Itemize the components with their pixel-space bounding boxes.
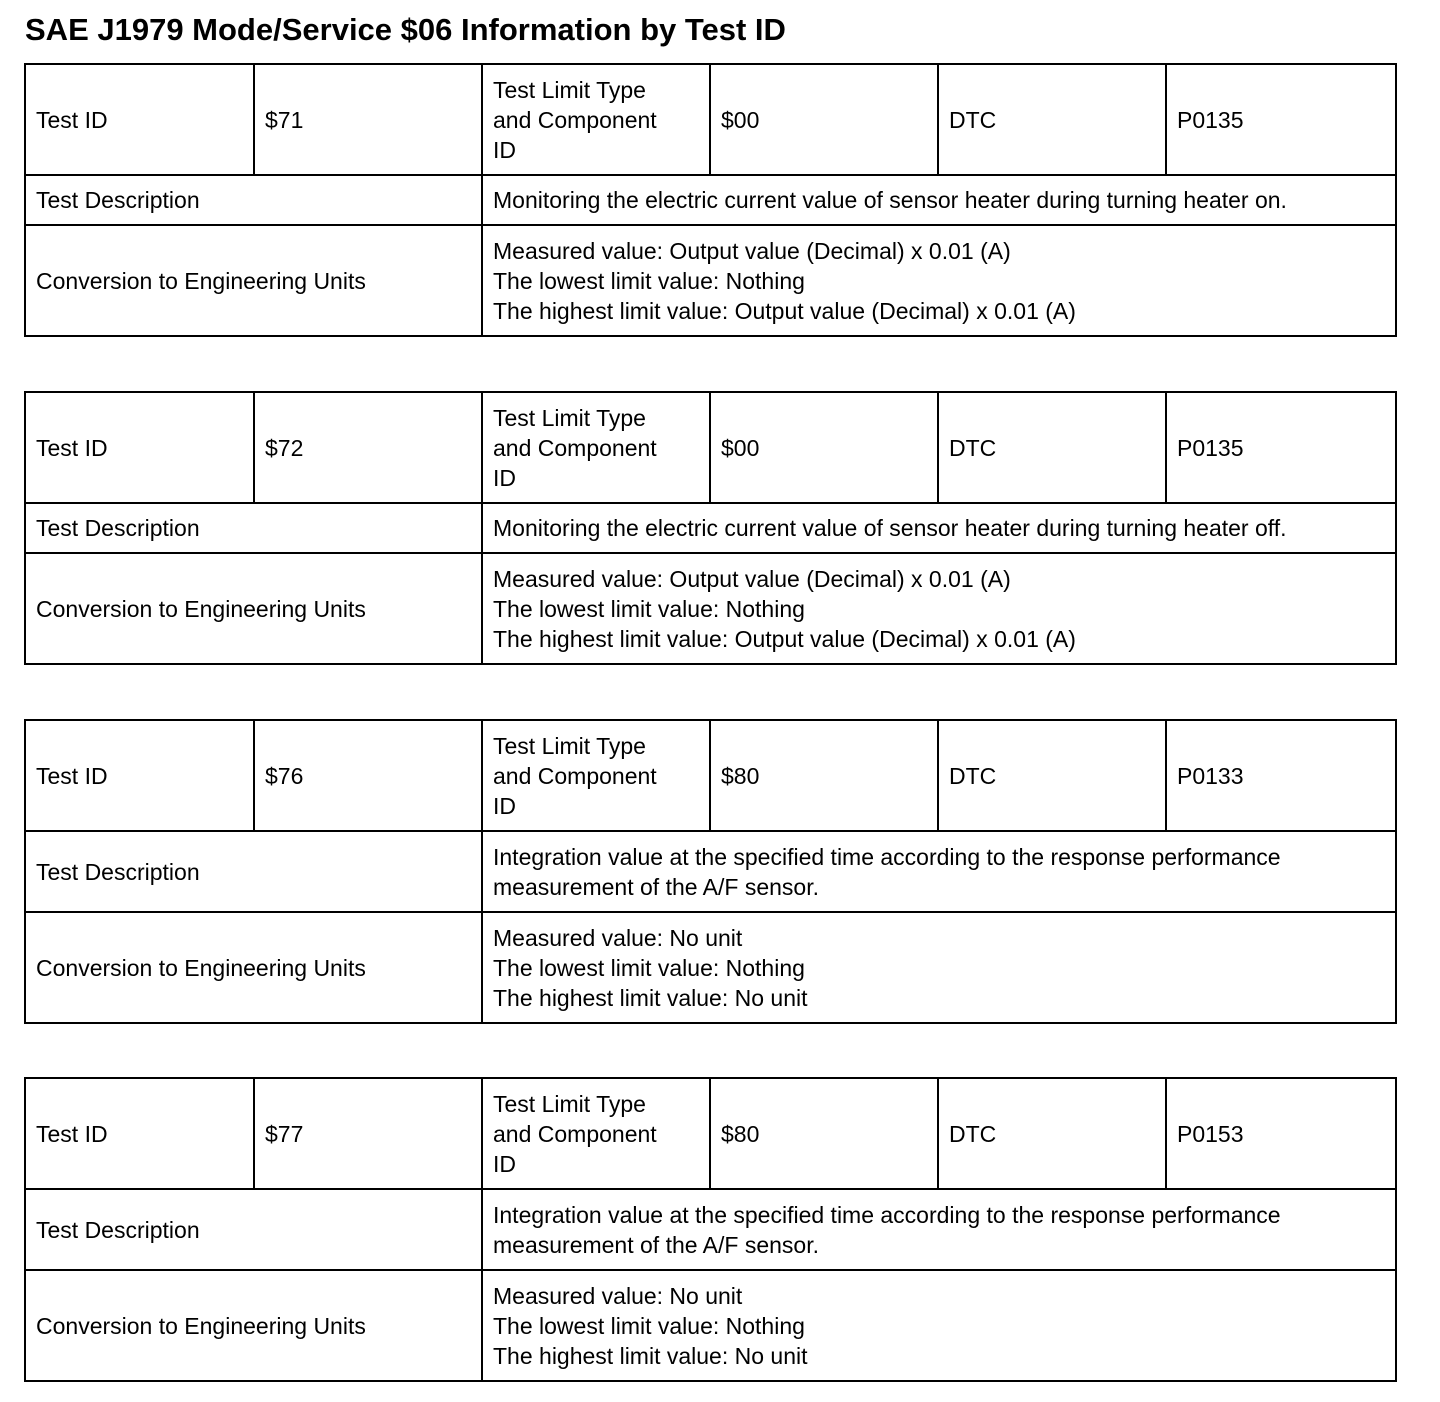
limit-type-value: $00 (710, 392, 938, 503)
highest-limit-line: The highest limit value: Output value (Decimal) x 0.01 (A) (493, 297, 1076, 324)
description-row (25, 1189, 1396, 1270)
conversion-value (482, 225, 1396, 336)
description-line: measurement of the A/F sensor. (493, 873, 819, 900)
test-id-label: Test ID (25, 1078, 254, 1189)
test-table-71 (24, 63, 1397, 337)
lowest-limit-line: The lowest limit value: Nothing (493, 1312, 805, 1339)
test-id-label: Test ID (25, 64, 254, 175)
dtc-label: DTC (938, 392, 1166, 503)
test-table-77 (24, 1077, 1397, 1382)
description-label: Test Description (25, 831, 482, 912)
limit-type-label: Test Limit Type and Component ID (482, 64, 710, 175)
description-value: Monitoring the electric current value of sensor heater during turning heater on. (482, 175, 1396, 225)
test-id-row (25, 1078, 1396, 1189)
page-title: SAE J1979 Mode/Service $06 Information by Test ID (25, 12, 786, 47)
measured-value-line: Measured value: No unit (493, 924, 743, 951)
conversion-row (25, 912, 1396, 1023)
measured-value-line: Measured value: Output value (Decimal) x 0.01 (A) (493, 237, 1011, 264)
dtc-value: P0133 (1166, 720, 1396, 831)
conversion-row (25, 553, 1396, 664)
description-line: Integration value at the specified time according to the response performance (493, 843, 1281, 870)
test-table-76 (24, 719, 1397, 1024)
conversion-value (482, 912, 1396, 1023)
limit-type-label: Test Limit Type and Component ID (482, 392, 710, 503)
measured-value-line: Measured value: Output value (Decimal) x 0.01 (A) (493, 565, 1011, 592)
measured-value-line: Measured value: No unit (493, 1282, 743, 1309)
description-label: Test Description (25, 503, 482, 553)
description-row (25, 503, 1396, 553)
description-row (25, 175, 1396, 225)
limit-type-value: $00 (710, 64, 938, 175)
lowest-limit-line: The lowest limit value: Nothing (493, 954, 805, 981)
conversion-value (482, 553, 1396, 664)
test-id-label: Test ID (25, 392, 254, 503)
test-id-value: $76 (254, 720, 482, 831)
conversion-label: Conversion to Engineering Units (25, 553, 482, 664)
conversion-row (25, 1270, 1396, 1381)
description-value (482, 1189, 1396, 1270)
test-table-72 (24, 391, 1397, 665)
lowest-limit-line: The lowest limit value: Nothing (493, 267, 805, 294)
description-row (25, 831, 1396, 912)
conversion-label: Conversion to Engineering Units (25, 912, 482, 1023)
conversion-row (25, 225, 1396, 336)
dtc-label: DTC (938, 720, 1166, 831)
limit-type-value: $80 (710, 720, 938, 831)
description-label: Test Description (25, 1189, 482, 1270)
highest-limit-line: The highest limit value: No unit (493, 984, 808, 1011)
test-id-value: $77 (254, 1078, 482, 1189)
conversion-label: Conversion to Engineering Units (25, 1270, 482, 1381)
highest-limit-line: The highest limit value: No unit (493, 1342, 808, 1369)
description-line: Integration value at the specified time according to the response performance (493, 1201, 1281, 1228)
test-id-row (25, 64, 1396, 175)
limit-type-label: Test Limit Type and Component ID (482, 1078, 710, 1189)
test-id-label: Test ID (25, 720, 254, 831)
test-id-row (25, 720, 1396, 831)
dtc-value: P0135 (1166, 392, 1396, 503)
description-value: Monitoring the electric current value of sensor heater during turning heater off. (482, 503, 1396, 553)
description-label: Test Description (25, 175, 482, 225)
description-value (482, 831, 1396, 912)
dtc-value: P0135 (1166, 64, 1396, 175)
lowest-limit-line: The lowest limit value: Nothing (493, 595, 805, 622)
dtc-label: DTC (938, 64, 1166, 175)
conversion-value (482, 1270, 1396, 1381)
test-id-value: $72 (254, 392, 482, 503)
dtc-value: P0153 (1166, 1078, 1396, 1189)
dtc-label: DTC (938, 1078, 1166, 1189)
description-line: measurement of the A/F sensor. (493, 1231, 819, 1258)
limit-type-value: $80 (710, 1078, 938, 1189)
limit-type-label: Test Limit Type and Component ID (482, 720, 710, 831)
test-id-value: $71 (254, 64, 482, 175)
test-id-row (25, 392, 1396, 503)
highest-limit-line: The highest limit value: Output value (Decimal) x 0.01 (A) (493, 625, 1076, 652)
conversion-label: Conversion to Engineering Units (25, 225, 482, 336)
